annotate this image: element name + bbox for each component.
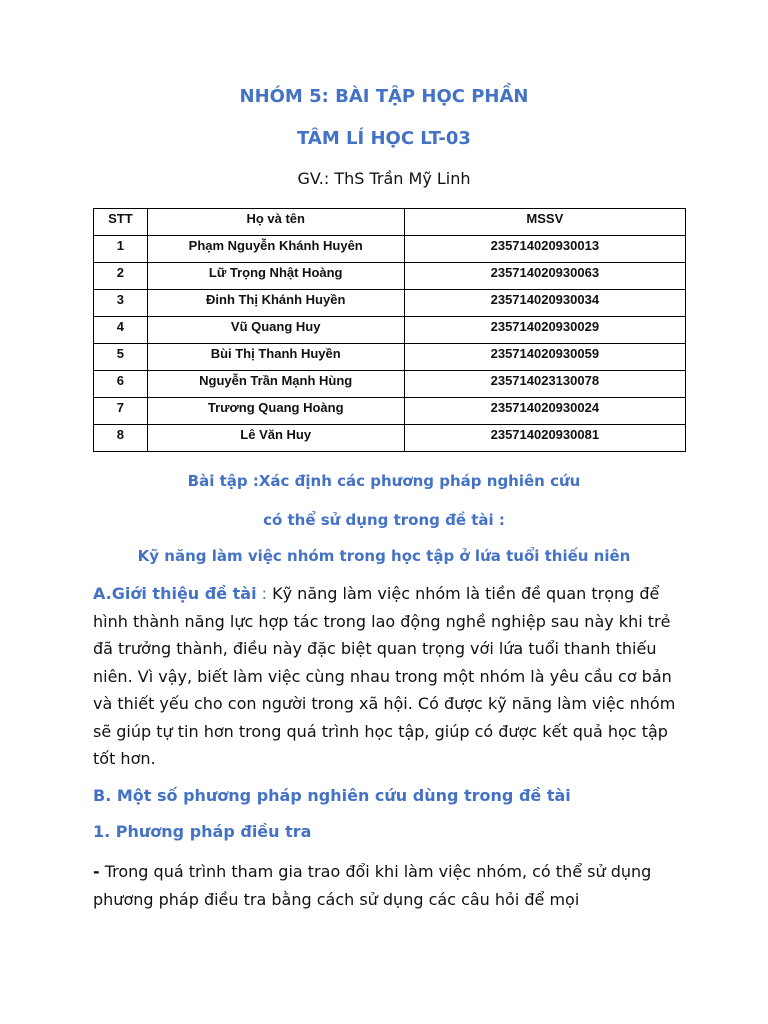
cell-mssv: 235714020930034 <box>404 290 685 317</box>
section-b-heading: B. Một số phương pháp nghiên cứu dùng trong đề tài <box>93 786 571 805</box>
section-a-heading: A.Giới thiệu đề tài <box>93 584 257 603</box>
cell-stt: 4 <box>94 317 148 344</box>
cell-name: Đinh Thị Khánh Huyền <box>147 290 404 317</box>
cell-mssv: 235714020930081 <box>404 425 685 452</box>
cell-stt: 8 <box>94 425 148 452</box>
cell-stt: 3 <box>94 290 148 317</box>
table-row <box>94 398 686 425</box>
document-title-line1: NHÓM 5: BÀI TẬP HỌC PHẦN <box>239 86 529 107</box>
cell-name: Trương Quang Hoàng <box>147 398 404 425</box>
table-row <box>94 290 686 317</box>
subsection-1-body: Trong quá trình tham gia trao đổi khi làm việc nhóm, có thể sử dụng phương pháp điều tra bằng cách sử dụng các câu hỏi để mọi <box>93 862 652 909</box>
document-title-line2: TÂM LÍ HỌC LT-03 <box>297 128 471 149</box>
subsection-1-heading: 1. Phương pháp điều tra <box>93 822 312 841</box>
cell-stt: 1 <box>94 236 148 263</box>
members-table <box>93 208 686 452</box>
cell-name: Phạm Nguyễn Khánh Huyên <box>147 236 404 263</box>
cell-name: Bùi Thị Thanh Huyền <box>147 344 404 371</box>
cell-mssv: 235714020930013 <box>404 236 685 263</box>
exercise-line2: có thể sử dụng trong đề tài : <box>263 511 505 529</box>
section-a-paragraph <box>93 580 683 773</box>
cell-mssv: 235714020930059 <box>404 344 685 371</box>
cell-mssv: 235714023130078 <box>404 371 685 398</box>
section-a-colon: : <box>256 584 268 603</box>
exercise-topic: Kỹ năng làm việc nhóm trong học tập ở lứa tuổi thiếu niên <box>137 547 631 565</box>
header-name: Họ và tên <box>147 209 404 236</box>
cell-stt: 5 <box>94 344 148 371</box>
header-stt: STT <box>94 209 148 236</box>
table-row <box>94 371 686 398</box>
cell-mssv: 235714020930029 <box>404 317 685 344</box>
teacher-name: GV.: ThS Trần Mỹ Linh <box>297 169 471 188</box>
cell-name: Nguyễn Trần Mạnh Hùng <box>147 371 404 398</box>
subsection-1-paragraph <box>93 858 683 913</box>
cell-stt: 7 <box>94 398 148 425</box>
cell-stt: 2 <box>94 263 148 290</box>
cell-name: Vũ Quang Huy <box>147 317 404 344</box>
cell-name: Lữ Trọng Nhật Hoàng <box>147 263 404 290</box>
table-row <box>94 425 686 452</box>
exercise-line1: Bài tập :Xác định các phương pháp nghiên cứu <box>187 472 581 490</box>
header-mssv: MSSV <box>404 209 685 236</box>
section-a-body: Kỹ năng làm việc nhóm là tiền đề quan trọng để hình thành năng lực hợp tác trong lao động nghề nghiệp sau này khi trẻ đã trưởng thành, điều này đặc biệt quan trọng với lứa tuổi thanh thiếu niên. Vì vậy, biết làm việc cùng nhau trong một nhóm là yêu cầu cơ bản và thiết yếu cho con người trong xã hội. Có được kỹ năng làm việc nhóm sẽ giúp tự tin hơn trong quá trình học tập, giúp có được kết quả học tập tốt hơn. <box>93 584 676 768</box>
cell-mssv: 235714020930063 <box>404 263 685 290</box>
cell-stt: 6 <box>94 371 148 398</box>
table-row <box>94 344 686 371</box>
table-row <box>94 236 686 263</box>
cell-mssv: 235714020930024 <box>404 398 685 425</box>
cell-name: Lê Văn Huy <box>147 425 404 452</box>
bullet-dash: - <box>93 862 100 881</box>
table-row <box>94 263 686 290</box>
table-row <box>94 317 686 344</box>
table-header-row <box>94 209 686 236</box>
